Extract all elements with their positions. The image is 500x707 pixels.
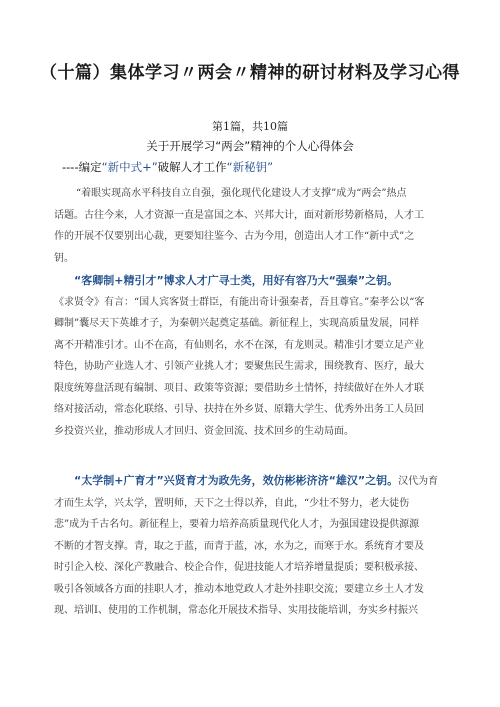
section-2 (54, 470, 456, 622)
section-1-title: “客卿制+精引才”博求人才广寻士类，用好有容乃大“强秦”之钥。 (74, 274, 399, 287)
section-2-title: “太学制+广育才”兴贤育才为政先务，效仿彬彬济济“雄汉”之钥。 (74, 474, 399, 487)
subheading-keyword-1: “新中式+” (101, 160, 158, 174)
section-1 (54, 270, 456, 442)
paragraph-line: 钥。 (54, 252, 74, 264)
paragraph-line: 《求贤令》有言：“国人宾客贤士群臣，有能出奇计强秦者，吾且尊官。”秦孝公以“客 (54, 296, 425, 308)
intro-paragraph (54, 183, 456, 269)
paragraph-line: 现、培训Ⅰ、使用的工作机制，常态化开展技术指导、实用技能培训，夯实乡村振兴 (54, 605, 418, 616)
paragraph-line: 吸引各领域各方面的挂职人才，推动本地党政人才赴外挂职交流；要建立乡土人才发 (54, 583, 424, 595)
paragraph-line: 离不开精准引才。山不在高，有仙则名，水不在深，有龙则灵。精准引才要立足产业 (54, 339, 424, 351)
paragraph-line: 卿制”囊尽天下英雄才子，为秦朝兴起奠定基础。新征程上，实现高质量发展，同样 (54, 318, 420, 329)
subheading-keyword-2: “新秘钥” (226, 160, 274, 174)
paragraph-line: 话题。古往今来，人才资源一直是富国之本、兴邦大计，面对新形势新格局，人才工 (54, 209, 424, 221)
article-heading: 关于开展学习“两会”精神的个人心得体会 (146, 139, 354, 153)
paragraph-line: 时引企入校、深化产教融合、校企合作，促进技能人才培养增量提质；要积极承接、 (54, 562, 424, 573)
page-indicator: 第1篇，共10篇 (212, 120, 288, 133)
paragraph-line: 络对接活动，常态化联络、引导、扶持在外乡贤、原籍大学生、优秀外出务工人员回 (54, 404, 424, 415)
paragraph-line: 不断的才智支撑。青，取之于蓝，而青于蓝，冰，水为之，而寒于水。系统育才要及 (54, 540, 424, 552)
paragraph-line: 悲”成为千古名句。新征程上，要着力培养高质量现代化人才，为强国建设提供源源 (54, 519, 420, 530)
paragraph-line: 才而生太学，兴太学，置明师，天下之士得以养，自此，“少壮不努力，老大徒伤 (54, 497, 410, 509)
section-2-title-tail: 汉代为育 (398, 476, 439, 487)
paragraph-line: 特色，协助产业选人才、引领产业挑人才；要聚焦民生需求，围绕教育、医疗，最大 (54, 361, 424, 372)
section-2-title-line (54, 470, 456, 493)
subheading-prefix: ----编定 (62, 160, 102, 174)
paragraph-line: 乡投资兴业，推动形成人才回归、资金回流、技术回乡的生动局面。 (54, 425, 354, 437)
subheading-middle: 破解人才工作 (157, 160, 227, 174)
article-subheading (62, 159, 273, 175)
document-title: （十篇）集体学习〃两会〃精神的研讨材料及学习心得 (40, 63, 460, 83)
paragraph-line: “着眼实现高水平科技自立自强，强化现代化建设人才支撑”成为“两会”热点 (76, 188, 407, 199)
paragraph-line: 限度统筹盘活现有编制、项目、政策等资源；要借助乡土情怀，持续做好在外人才联 (54, 382, 424, 394)
paragraph-line: 作的开展不仅要别出心裁，更要知往鉴今、古为今用，创造出人才工作“新中式”之 (54, 231, 415, 242)
